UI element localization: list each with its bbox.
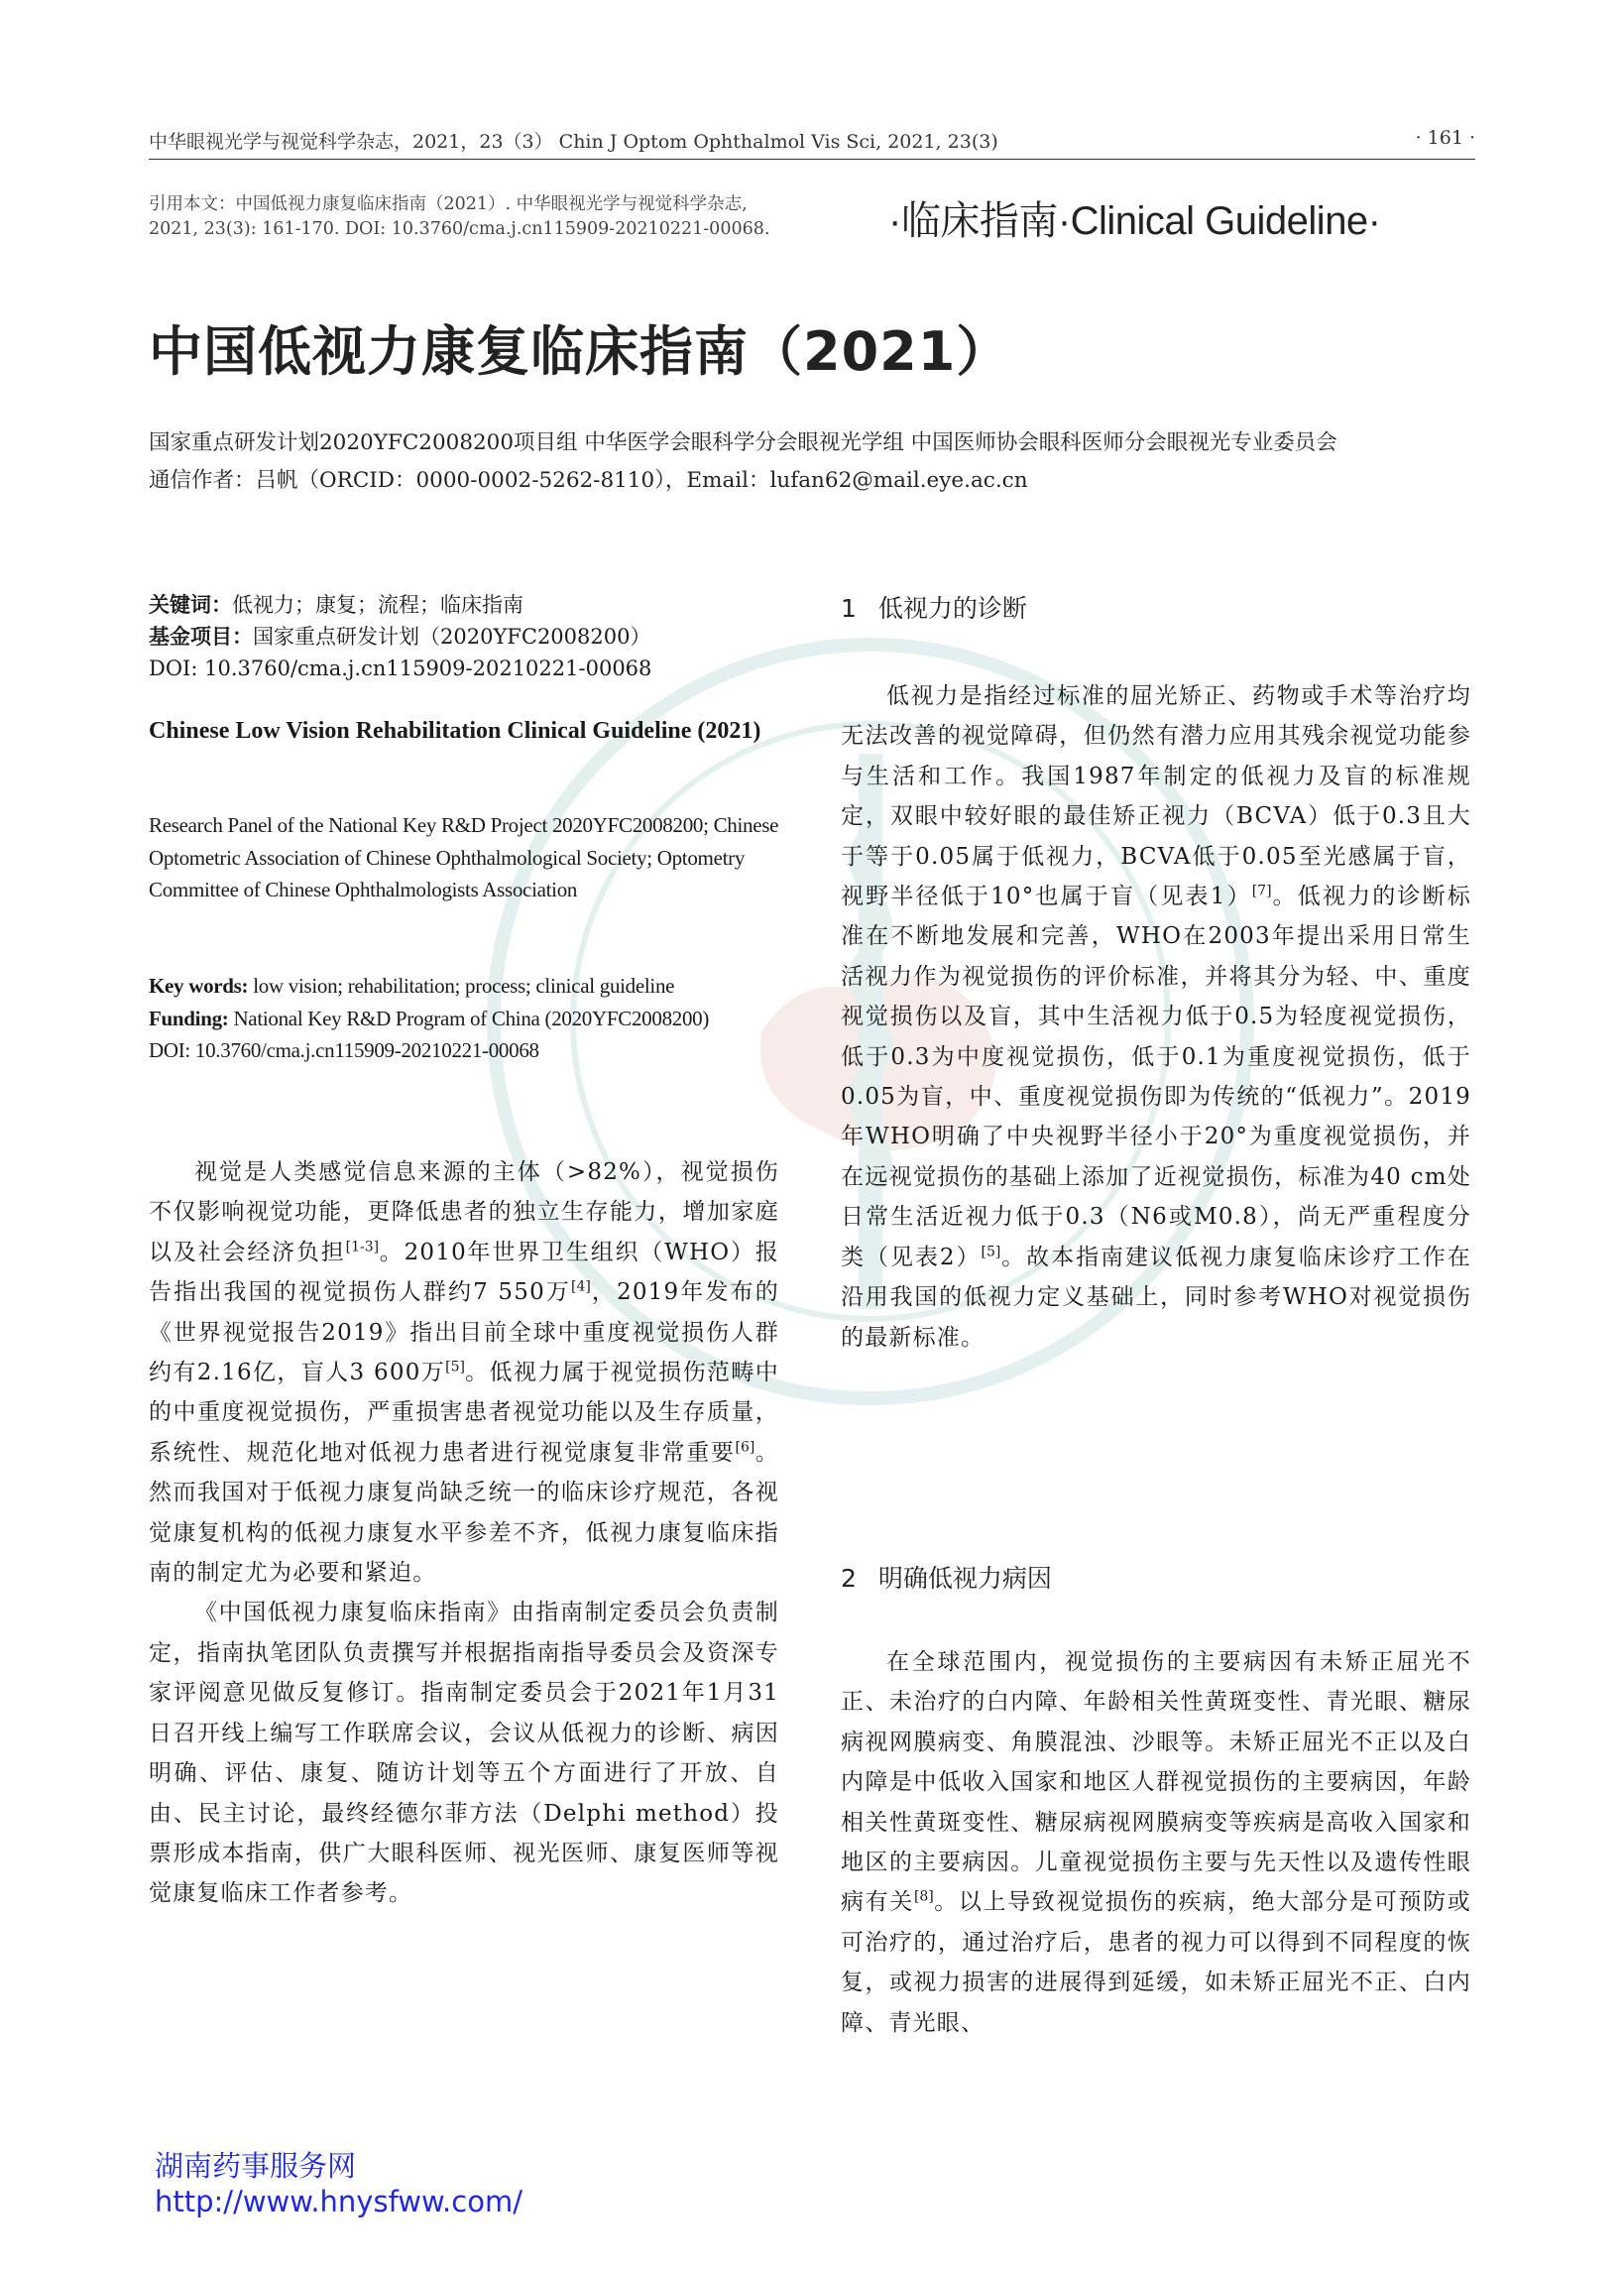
watermark-site-name: 湖南药事服务网 [155, 2149, 357, 2183]
doi: DOI: 10.3760/cma.j.cn115909-20210221-00068 [149, 657, 652, 680]
keywords: 低视力；康复；流程；临床指南 [232, 593, 523, 617]
page-title: 中国低视力康复临床指南（2021） [149, 320, 1011, 383]
watermark-url[interactable]: http://www.hnysfww.com/ [155, 2185, 522, 2218]
funding-label: 基金项目： [149, 625, 253, 649]
section-title: 明确低视力病因 [877, 1564, 1052, 1593]
authors-block [149, 424, 1477, 500]
page-number: · 161 · [1415, 127, 1475, 149]
english-metadata [149, 970, 783, 1067]
paragraph: 视觉是人类感觉信息来源的主体（>82%），视觉损伤不仅影响视觉功能，更降低患者的独立生存能力，增加家庭以及社会经济负担[1-3]。2010年世界卫生组织（WHO）报告指出我国的视觉损伤人群约7 550万[4]，2019年发布的《世界视觉报告2019》指出目前全球中重度视觉损伤人群约有2.16亿，盲人3 600万[5]。低视力属于视觉损伤范畴中的中重度视觉损伤，严重损害患者视觉功能以及生存质量，系统性、规范化地对低视力患者进行视觉康复非常重要[6]。然而我国对于低视力康复尚缺乏统一的临床诊疗规范，各视觉康复机构的低视力康复水平参差不齐，低视力康复临床指南的制定尤为必要和紧迫。 [149, 1159, 780, 1587]
author-groups: 国家重点研发计划2020YFC2008200项目组 中华医学会眼科学分会眼视光学组 中国医师协会眼科医师分会眼视光专业委员会 [149, 430, 1337, 455]
section-body [841, 676, 1471, 1358]
citation-line: 引用本文：中国低视力康复临床指南（2021）. 中华眼视光学与视觉科学杂志, [149, 194, 748, 214]
reference[interactable]: [5] [445, 1359, 465, 1375]
citation-block [149, 192, 882, 242]
section-heading [841, 589, 1027, 625]
section-heading [841, 1559, 1052, 1595]
reference[interactable]: [1-3] [345, 1239, 380, 1256]
journal-citation-header: 中华眼视光学与视觉科学杂志，2021，23（3） Chin J Optom Ophthalmol Vis Sci, 2021, 23(3) [149, 131, 998, 153]
reference[interactable]: [6] [735, 1439, 755, 1456]
journal-header [149, 125, 1475, 159]
en-doi: DOI: 10.3760/cma.j.cn115909-20210221-00068 [149, 1038, 539, 1062]
section-body [841, 1642, 1471, 2043]
section-number: 1 [841, 594, 857, 623]
chinese-metadata [149, 589, 779, 684]
reference[interactable]: [7] [1251, 883, 1272, 899]
header-rule [149, 159, 1475, 160]
english-authors: Research Panel of the National Key R&D Project 2020YFC2008200; Chinese Optometric Association of Chinese Ophthalmological Society; Optometry Committee of Chinese Ophthalmologists Association [149, 813, 779, 901]
en-keywords-label: Key words: [149, 974, 249, 998]
en-keywords: low vision; rehabilitation; process; clinical guideline [253, 974, 675, 998]
corresponding-author: 通信作者：吕帆（ORCID：0000-0002-5262-8110），Email：lufan62@mail.eye.ac.cn [149, 468, 1028, 493]
en-funding: National Key R&D Program of China (2020YFC2008200) [233, 1006, 710, 1030]
reference[interactable]: [4] [571, 1278, 591, 1295]
english-title: Chinese Low Vision Rehabilitation Clinical Guideline (2021) [149, 718, 761, 744]
paragraph: 《中国低视力康复临床指南》由指南制定委员会负责制定，指南执笔团队负责撰写并根据指南指导委员会及资深专家评阅意见做反复修订。指南制定委员会于2021年1月31日召开线上编写工作联席会议，会议从低视力的诊断、病因明确、评估、康复、随访计划等五个方面进行了开放、自由、民主讨论，最终经德尔菲方法（Delphi method）投票形成本指南，供广大眼科医师、视光医师、康复医师等视觉康复临床工作者参考。 [149, 1600, 779, 1907]
keywords-label: 关键词： [149, 593, 232, 617]
citation-line: 2021, 23(3): 161-170. DOI: 10.3760/cma.j.cn115909-20210221-00068. [149, 219, 770, 239]
reference[interactable]: [8] [913, 1888, 934, 1905]
paragraph: 低视力是指经过标准的屈光矫正、药物或手术等治疗均无法改善的视觉障碍，但仍然有潜力应用其残余视觉功能参与生活和工作。我国1987年制定的低视力及盲的标准规定，双眼中较好眼的最佳矫正视力（BCVA）低于0.3且大于等于0.05属于低视力，BCVA低于0.05至光感属于盲，视野半径低于10°也属于盲（见表1）[7]。低视力的诊断标准在不断地发展和完善，WHO在2003年提出采用日常生活视力作为视觉损伤的评价标准，并将其分为轻、中、重度视觉损伤以及盲，其中生活视力低于0.5为轻度视觉损伤，低于0.3为中度视觉损伤，低于0.1为重度视觉损伤，低于0.05为盲，中、重度视觉损伤即为传统的“低视力”。2019年WHO明确了中央视野半径小于20°为重度视觉损伤，并在远视觉损伤的基础上添加了近视觉损伤，标准为40 cm处日常生活近视力低于0.3（N6或M0.8），尚无严重程度分类（见表2）[5]。故本指南建议低视力康复临床诊疗工作在沿用我国的低视力定义基础上，同时参考WHO对视觉损伤的最新标准。 [841, 683, 1471, 1351]
paragraph: 在全球范围内，视觉损伤的主要病因有未矫正屈光不正、未治疗的白内障、年龄相关性黄斑变性、青光眼、糖尿病视网膜病变、角膜混浊、沙眼等。未矫正屈光不正以及白内障是中低收入国家和地区人群视觉损伤的主要病因，年龄相关性黄斑变性、糖尿病视网膜病变等疾病是高收入国家和地区的主要病因。儿童视觉损伤主要与先天性以及遗传性眼病有关[8]。以上导致视觉损伤的疾病，绝大部分是可预防或可治疗的，通过治疗后，患者的视力可以得到不同程度的恢复，或视力损害的进展得到延缓，如未矫正屈光不正、白内障、青光眼、 [841, 1649, 1471, 2036]
introduction [149, 1152, 779, 1914]
section-number: 2 [841, 1564, 857, 1593]
column-label: ·临床指南·Clinical Guideline· [888, 199, 1381, 243]
footer-watermark [155, 2148, 522, 2219]
en-funding-label: Funding: [149, 1006, 229, 1030]
section-title: 低视力的诊断 [877, 594, 1027, 623]
funding: 国家重点研发计划（2020YFC2008200） [253, 625, 651, 649]
reference[interactable]: [5] [981, 1244, 1001, 1260]
